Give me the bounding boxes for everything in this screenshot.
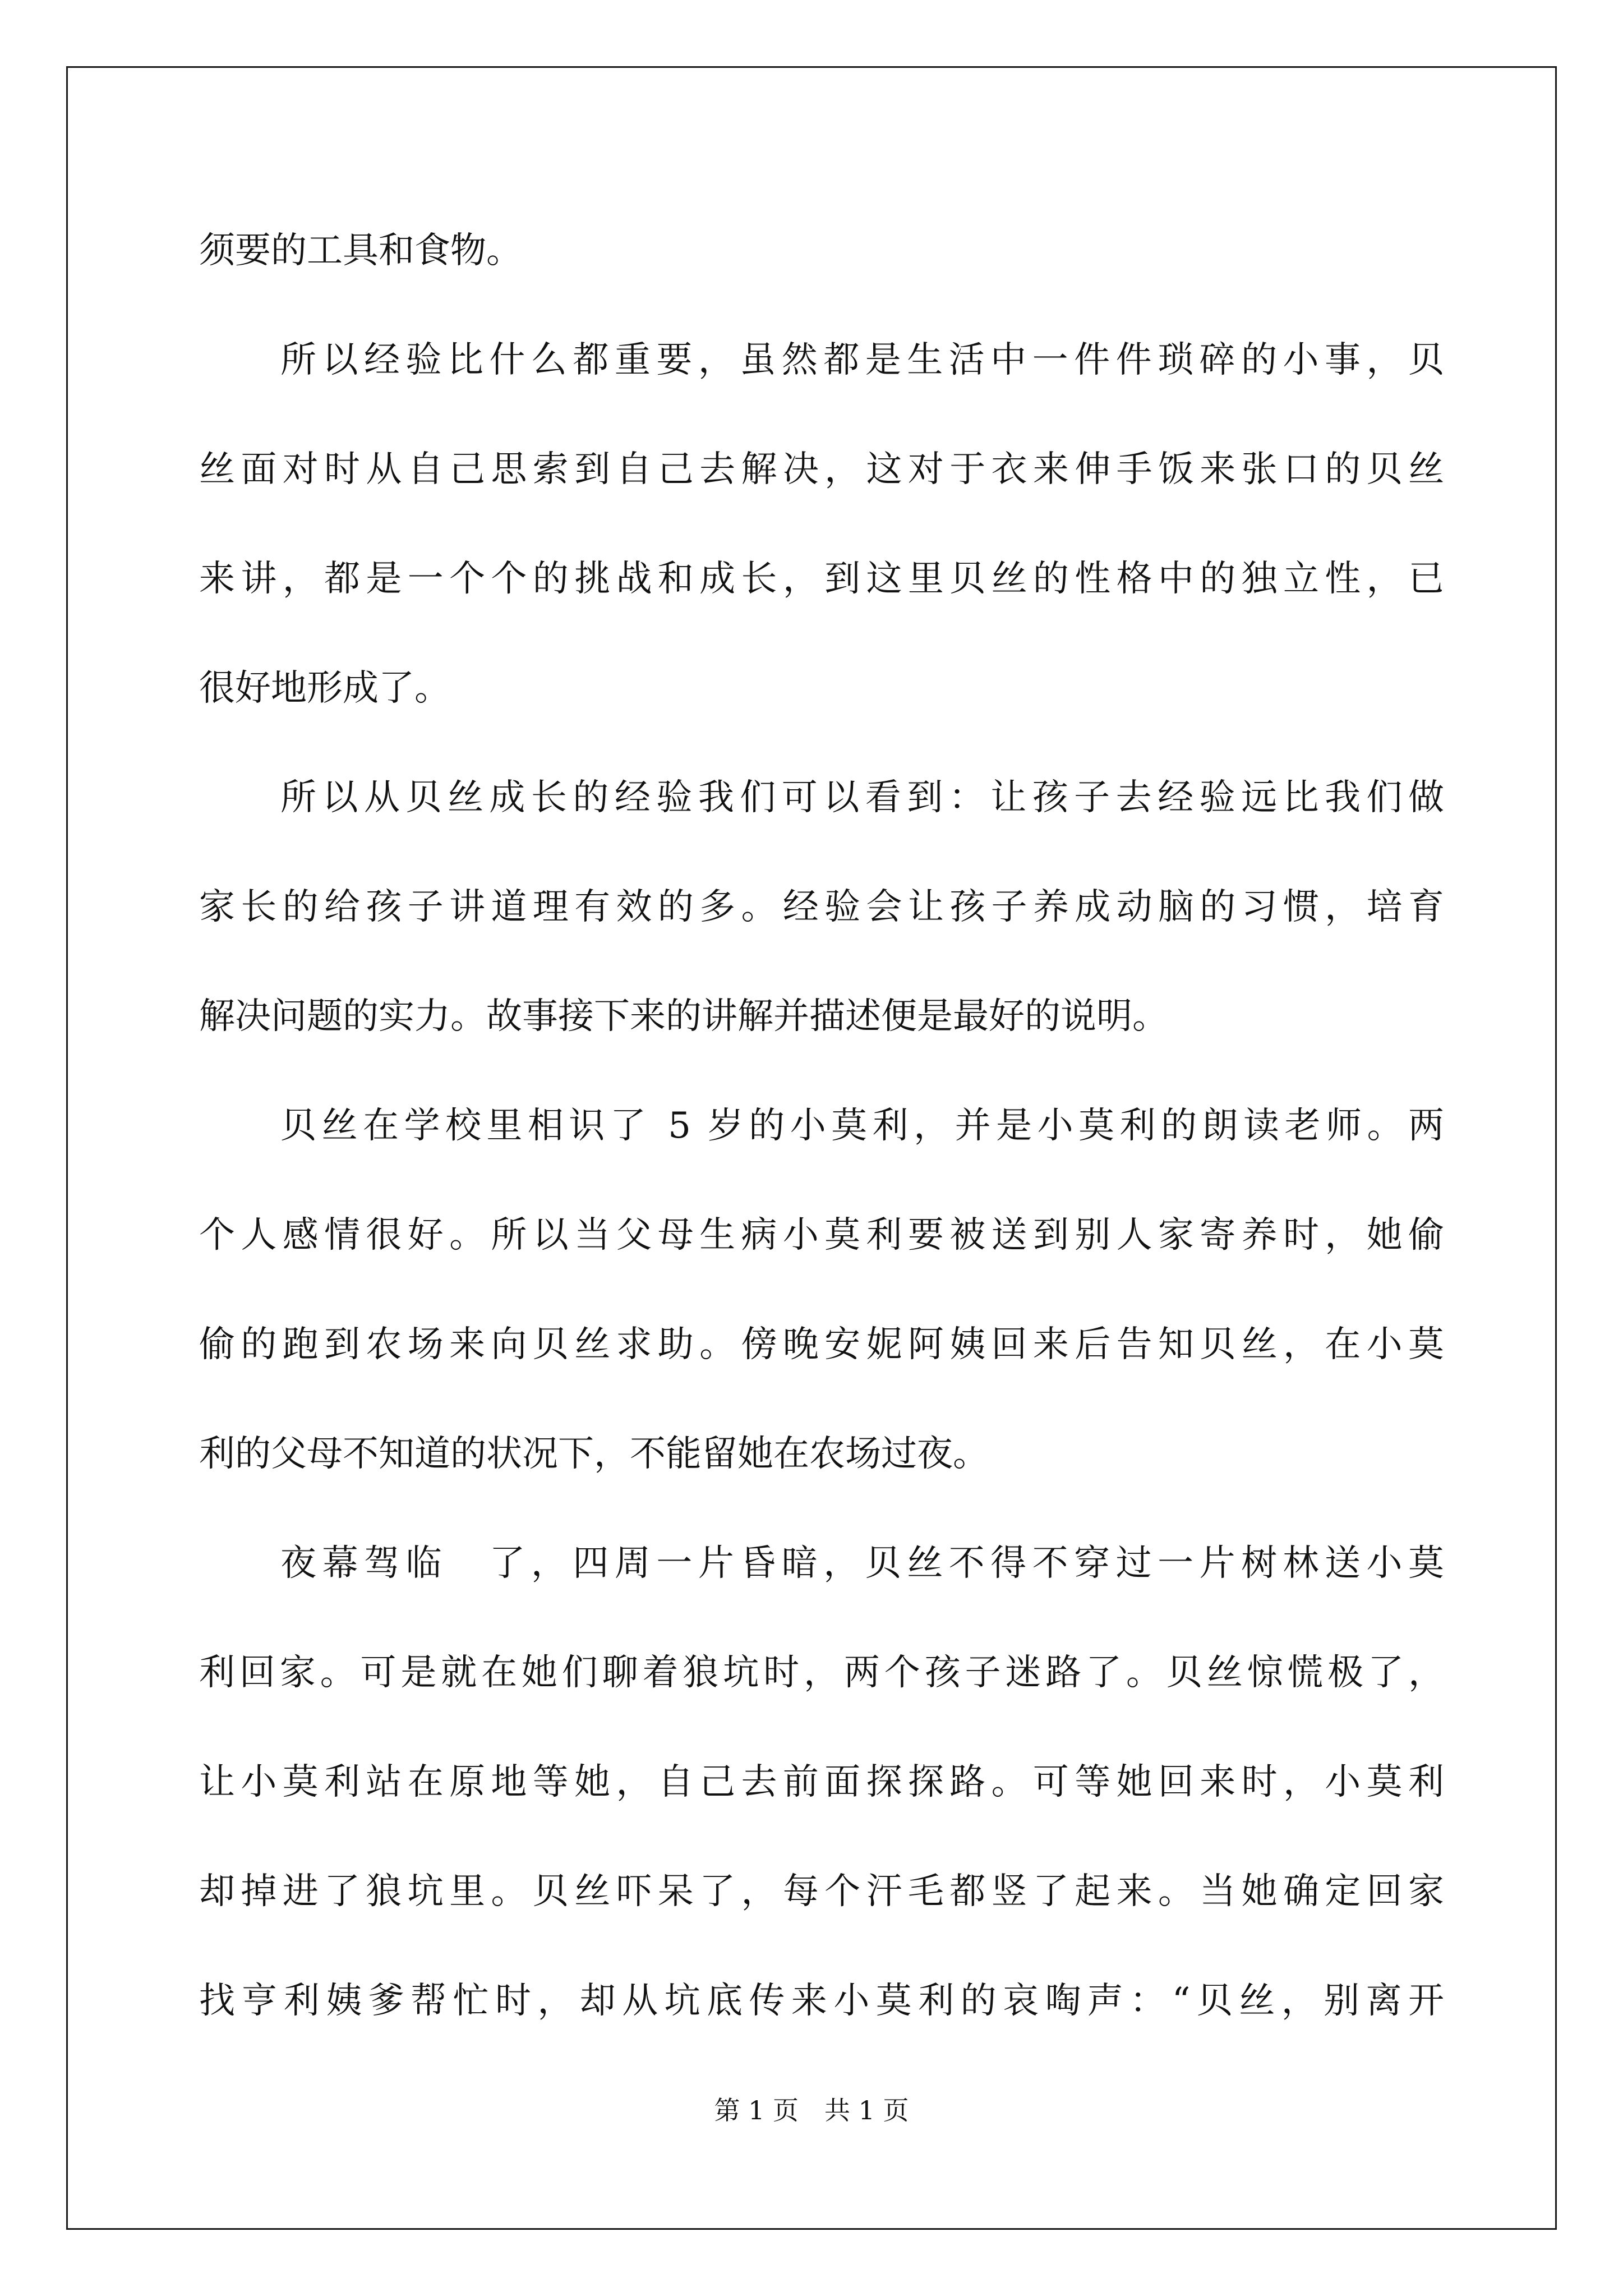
- paragraph-line-9: 贝丝在学校里相识了 5 岁的小莫利，并是小莫利的朗读老师。两: [280, 1105, 1444, 1147]
- paragraph-line-16: 却掉进了狼坑里。贝丝吓呆了，每个汗毛都竖了起来。当她确定回家: [199, 1871, 1444, 1912]
- paragraph-line-7: 家长的给孩子讲道理有效的多。经验会让孩子养成动脑的习惯，培育: [199, 886, 1444, 928]
- paragraph-line-3: 丝面对时从自己思索到自己去解决，这对于衣来伸手饭来张口的贝丝: [199, 449, 1444, 490]
- paragraph-line-5: 很好地形成了。: [199, 668, 450, 709]
- paragraph-line-17: 找亨利姨爹帮忙时，却从坑底传来小莫利的哀啕声：“贝丝，别离开: [199, 1980, 1444, 2022]
- paragraph-line-4: 来讲，都是一个个的挑战和成长，到这里贝丝的性格中的独立性，已: [199, 558, 1444, 600]
- paragraph-line-14: 利回家。可是就在她们聊着狼坑时，两个孩子迷路了。贝丝惊慌极了，: [199, 1652, 1444, 1694]
- paragraph-line-10: 个人感情很好。所以当父母生病小莫利要被送到别人家寄养时，她偷: [199, 1214, 1444, 1256]
- paragraph-line-15: 让小莫利站在原地等她，自己去前面探探路。可等她回来时，小莫利: [199, 1761, 1444, 1803]
- paragraph-line-6: 所以从贝丝成长的经验我们可以看到：让孩子去经验远比我们做: [280, 777, 1444, 818]
- paragraph-line-2: 所以经验比什么都重要，虽然都是生活中一件件琐碎的小事，贝: [280, 339, 1444, 381]
- paragraph-line-12: 利的父母不知道的状况下，不能留她在农场过夜。: [199, 1433, 989, 1475]
- paragraph-line-1: 须要的工具和食物。: [199, 230, 522, 272]
- paragraph-line-11: 偷的跑到农场来向贝丝求助。傍晚安妮阿姨回来后告知贝丝，在小莫: [199, 1324, 1444, 1365]
- paragraph-line-13: 夜幕驾临 了，四周一片昏暗，贝丝不得不穿过一片树林送小莫: [280, 1543, 1444, 1584]
- page-number-footer: 第 1 页 共 1 页: [714, 2095, 909, 2125]
- paragraph-line-8: 解决问题的实力。故事接下来的讲解并描述便是最好的说明。: [199, 996, 1168, 1037]
